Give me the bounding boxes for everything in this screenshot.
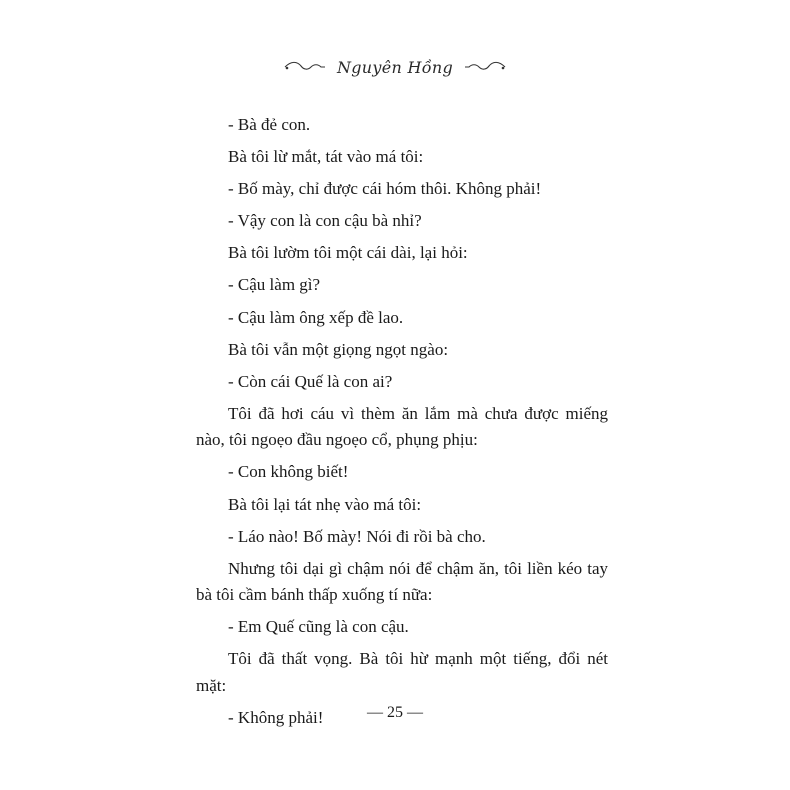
flourish-icon bbox=[463, 60, 507, 74]
paragraph: Bà tôi lừ mắt, tát vào má tôi: bbox=[228, 147, 424, 167]
paragraph: Bà tôi lại tát nhẹ vào má tôi: bbox=[228, 494, 422, 514]
paragraph: - Em Quế cũng là con cậu. bbox=[228, 617, 409, 637]
paragraph: Tôi đã thất vọng. Bà tôi hừ mạnh một tiếng, đổi nét mặt: bbox=[196, 649, 608, 695]
author-name: Nguyên Hồng bbox=[336, 57, 454, 77]
paragraph: - Bà đẻ con. bbox=[228, 115, 311, 134]
paragraph: - Bố mày, chỉ được cái hóm thôi. Không phải! bbox=[228, 179, 542, 199]
paragraph: Tôi đã hơi cáu vì thèm ăn lắm mà chưa được miếng nào, tôi ngoẹo đầu ngoẹo cổ, phụng phịu: bbox=[196, 403, 608, 450]
paragraph: Bà tôi lườm tôi một cái dài, lại hỏi: bbox=[228, 243, 468, 263]
paragraph: Bà tôi vẫn một giọng ngọt ngào: bbox=[228, 339, 449, 359]
paragraph: Nhưng tôi dại gì chậm nói để chậm ăn, tôi liền kéo tay bà tôi cầm bánh thấp xuống tí nữa: bbox=[196, 558, 608, 605]
paragraph: - Cậu làm gì? bbox=[228, 275, 321, 295]
page-number: — 25 — bbox=[367, 704, 423, 721]
running-header bbox=[0, 52, 790, 82]
paragraph: - Con không biết! bbox=[228, 462, 349, 482]
page-body-text bbox=[196, 112, 608, 732]
paragraph: - Láo nào! Bố mày! Nói đi rồi bà cho. bbox=[228, 526, 486, 546]
paragraph: - Vậy con là con cậu bà nhỉ? bbox=[228, 211, 422, 231]
flourish-icon bbox=[283, 60, 327, 74]
paragraph: - Cậu làm ông xếp đề lao. bbox=[228, 307, 404, 327]
paragraph: - Còn cái Quế là con ai? bbox=[228, 371, 393, 391]
paragraph: - Không phải! bbox=[228, 708, 324, 727]
